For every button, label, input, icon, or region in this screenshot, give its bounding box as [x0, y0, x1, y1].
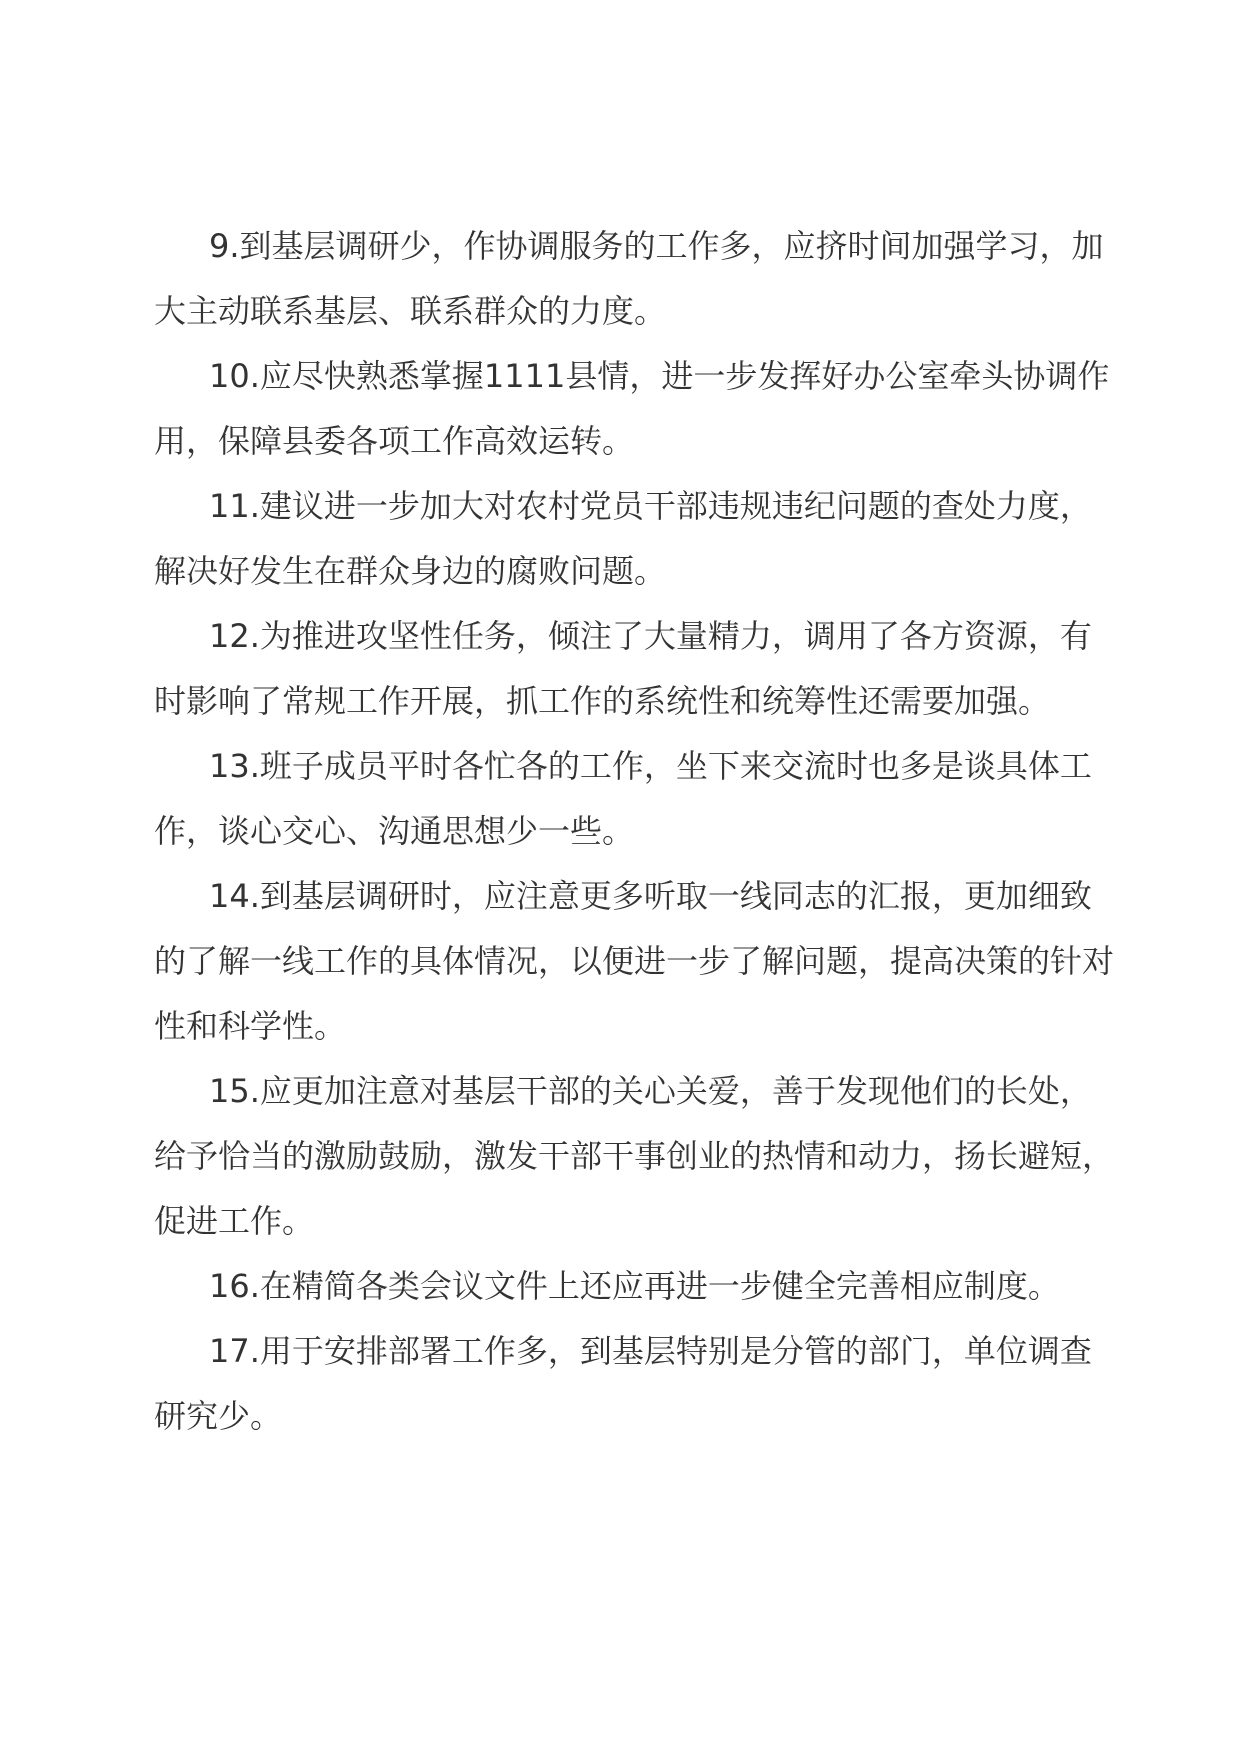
paragraph-item-9: 9.到基层调研少，作协调服务的工作多，应挤时间加强学习，加大主动联系基层、联系群众的力度。: [154, 227, 1104, 330]
paragraph-item-12: 12.为推进攻坚性任务，倾注了大量精力，调用了各方资源，有时影响了常规工作开展，抓工作的系统性和统筹性还需要加强。: [154, 617, 1092, 720]
paragraph-item-10: 10.应尽快熟悉掌握1111县情，进一步发挥好办公室牵头协调作用，保障县委各项工作高效运转。: [154, 357, 1110, 460]
document-body: [154, 214, 1114, 1449]
paragraph-item-16: 16.在精简各类会议文件上还应再进一步健全完善相应制度。: [209, 1267, 1060, 1305]
paragraph-item-11: 11.建议进一步加大对农村党员干部违规违纪问题的查处力度，解决好发生在群众身边的腐败问题。: [154, 487, 1092, 590]
paragraph-item-13: 13.班子成员平时各忙各的工作，坐下来交流时也多是谈具体工作，谈心交心、沟通思想少一些。: [154, 747, 1092, 850]
paragraph-item-14: 14.到基层调研时，应注意更多听取一线同志的汇报，更加细致的了解一线工作的具体情况，以便进一步了解问题，提高决策的针对性和科学性。: [154, 877, 1115, 1045]
paragraph-item-15: 15.应更加注意对基层干部的关心关爱，善于发现他们的长处，给予恰当的激励鼓励，激发干部干事创业的热情和动力，扬长避短，促进工作。: [154, 1072, 1115, 1240]
paragraph-item-17: 17.用于安排部署工作多，到基层特别是分管的部门，单位调查研究少。: [154, 1332, 1092, 1435]
